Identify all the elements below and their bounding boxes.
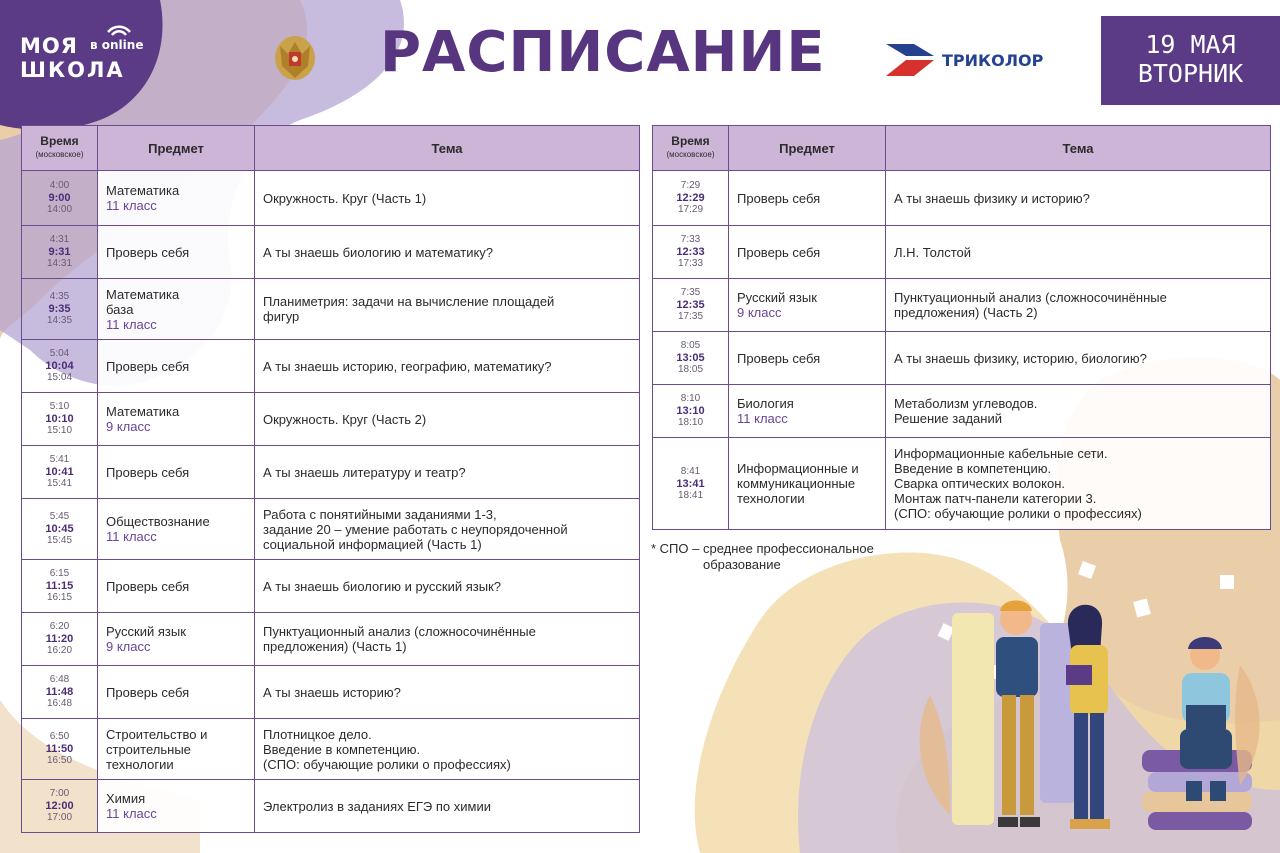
footnote-line2: образование xyxy=(703,557,781,572)
table-row xyxy=(653,171,1271,226)
topic-cell xyxy=(255,446,640,499)
topic-line: задание 20 – умение работать с неупорядоченной xyxy=(263,521,568,537)
time-alt: 6:50 xyxy=(49,731,70,742)
topic-line: фигур xyxy=(263,309,300,324)
footnote xyxy=(651,541,921,573)
header-time xyxy=(653,126,729,171)
grade-label: 11 класс xyxy=(106,529,157,544)
time-moscow: 12:00 xyxy=(45,800,74,812)
topic-line: Электролиз в заданиях ЕГЭ по химии xyxy=(263,798,491,814)
time-alt: 16:15 xyxy=(46,592,73,603)
time-alt: 4:35 xyxy=(49,291,70,302)
time-moscow: 13:41 xyxy=(676,477,705,490)
time-alt: 5:04 xyxy=(49,348,70,359)
date-label: 19 МАЯ xyxy=(1145,30,1236,59)
time-moscow: 13:05 xyxy=(676,352,705,364)
topic-line: (СПО: обучающие ролики о профессиях) xyxy=(263,756,511,772)
subject-cell xyxy=(729,385,886,438)
topic-line: Л.Н. Толстой xyxy=(894,244,972,260)
time-cell xyxy=(653,385,729,438)
time-cell xyxy=(22,613,98,666)
topic-line: Информационные кабельные сети. xyxy=(894,446,1108,461)
topic-cell xyxy=(255,719,640,780)
subject-cell xyxy=(729,438,886,530)
grade-label: 11 класс xyxy=(737,411,788,426)
table-header-row xyxy=(653,126,1271,171)
subject-name: строительные xyxy=(106,741,191,757)
time-cell xyxy=(22,560,98,613)
coat-of-arms-icon xyxy=(270,32,320,89)
header-time-note: (московское) xyxy=(666,150,715,159)
time-alt: 7:33 xyxy=(680,234,701,245)
topic-line: предложения) (Часть 2) xyxy=(894,305,1038,320)
time-alt: 5:41 xyxy=(49,454,70,465)
time-alt: 15:10 xyxy=(46,425,73,436)
tricolor-mark-icon xyxy=(884,42,936,78)
subject-name: Обществознание xyxy=(106,514,210,529)
table-row xyxy=(22,446,640,499)
table-header-row xyxy=(22,126,640,171)
table-row xyxy=(22,560,640,613)
table-row xyxy=(22,780,640,833)
time-moscow: 12:29 xyxy=(676,192,705,204)
subject-name: Проверь себя xyxy=(106,578,190,594)
table-row xyxy=(22,499,640,560)
subject-name: Информационные и xyxy=(737,461,859,476)
topic-cell xyxy=(886,279,1271,332)
grade-label: 11 класс xyxy=(106,316,157,332)
time-alt: 4:00 xyxy=(49,180,70,191)
topic-cell xyxy=(255,499,640,560)
topic-cell xyxy=(255,780,640,833)
topic-line: Введение в компетенцию. xyxy=(894,461,1052,476)
topic-line: Метаболизм углеводов. xyxy=(894,396,1038,411)
grade-label: 9 класс xyxy=(737,305,782,320)
time-moscow: 9:00 xyxy=(48,192,71,204)
time-alt: 4:31 xyxy=(49,234,70,245)
table-row xyxy=(22,279,640,340)
subject-name: Математика xyxy=(106,404,180,419)
topic-cell xyxy=(886,226,1271,279)
subject-name: Русский язык xyxy=(106,624,186,639)
subject-name: Русский язык xyxy=(737,290,817,305)
schedule-table-left xyxy=(21,125,640,833)
subject-cell xyxy=(98,719,255,780)
time-cell xyxy=(22,279,98,340)
logo-line2: ШКОЛА xyxy=(20,58,125,82)
time-cell xyxy=(22,446,98,499)
time-cell xyxy=(22,780,98,833)
time-alt: 15:41 xyxy=(46,478,73,489)
time-alt: 7:00 xyxy=(49,788,70,799)
time-alt: 17:33 xyxy=(677,258,704,269)
time-alt: 17:35 xyxy=(677,311,704,322)
time-alt: 8:05 xyxy=(680,340,701,351)
time-cell xyxy=(653,279,729,332)
subject-cell xyxy=(98,446,255,499)
subject-cell xyxy=(729,226,886,279)
schedule-table-right xyxy=(652,125,1271,530)
topic-line: Работа с понятийными заданиями 1-3, xyxy=(263,506,497,522)
subject-name: коммуникационные xyxy=(737,476,856,491)
table-row xyxy=(22,666,640,719)
time-cell xyxy=(22,393,98,446)
subject-name: технологии xyxy=(106,756,174,772)
tricolor-name: ТРИКОЛОР xyxy=(942,50,1044,70)
topic-cell xyxy=(255,666,640,719)
time-alt: 14:00 xyxy=(46,204,73,215)
topic-line: А ты знаешь литературу и театр? xyxy=(263,464,466,480)
grade-label: 11 класс xyxy=(106,806,157,821)
subject-cell xyxy=(98,499,255,560)
footnote-line1: * СПО – среднее профессиональное xyxy=(651,541,874,556)
subject-name: Строительство и xyxy=(106,726,208,742)
time-alt: 18:41 xyxy=(677,489,704,501)
header-subject: Предмет xyxy=(98,126,255,171)
time-alt: 16:20 xyxy=(46,645,73,656)
topic-line: Окружность. Круг (Часть 1) xyxy=(263,190,427,206)
time-cell xyxy=(653,332,729,385)
topic-line: (СПО: обучающие ролики о профессиях) xyxy=(894,506,1142,521)
header-time-note: (московское) xyxy=(35,150,84,159)
time-moscow: 10:41 xyxy=(45,466,74,478)
header-subject: Предмет xyxy=(729,126,886,171)
topic-cell xyxy=(886,438,1271,530)
header-time-label: Время xyxy=(40,134,79,148)
right-table-body xyxy=(653,171,1271,530)
topic-line: Пунктуационный анализ (сложносочинённые xyxy=(263,624,536,639)
topic-line: Плотницкое дело. xyxy=(263,726,372,742)
header-topic: Тема xyxy=(255,126,640,171)
topic-cell xyxy=(255,613,640,666)
time-moscow: 11:15 xyxy=(45,580,74,592)
subject-name: Проверь себя xyxy=(106,464,190,480)
subject-cell xyxy=(729,332,886,385)
time-cell xyxy=(653,171,729,226)
subject-name: Проверь себя xyxy=(737,190,821,206)
subject-cell xyxy=(729,171,886,226)
subject-name: Проверь себя xyxy=(737,350,821,366)
topic-line: А ты знаешь физику, историю, биологию? xyxy=(894,350,1147,366)
time-moscow: 13:10 xyxy=(676,405,705,417)
topic-line: социальной информацией (Часть 1) xyxy=(263,536,482,552)
table-row xyxy=(653,332,1271,385)
time-alt: 6:20 xyxy=(49,621,70,632)
subject-name: технологии xyxy=(737,491,805,506)
time-moscow: 10:45 xyxy=(45,523,74,535)
time-alt: 6:48 xyxy=(49,674,70,685)
subject-cell xyxy=(98,393,255,446)
topic-line: предложения) (Часть 1) xyxy=(263,639,407,654)
time-alt: 16:50 xyxy=(46,755,73,766)
topic-line: Монтаж патч-панели категории 3. xyxy=(894,491,1097,506)
table-row xyxy=(653,226,1271,279)
time-alt: 8:10 xyxy=(680,393,701,404)
time-cell xyxy=(653,226,729,279)
topic-line: Планиметрия: задачи на вычисление площадей xyxy=(263,294,555,309)
subject-name: Проверь себя xyxy=(106,684,190,700)
time-cell xyxy=(653,438,729,530)
time-moscow: 11:48 xyxy=(45,686,74,698)
subject-cell xyxy=(98,666,255,719)
subject-cell xyxy=(98,226,255,279)
table-row xyxy=(653,385,1271,438)
time-cell xyxy=(22,719,98,780)
table-row xyxy=(22,340,640,393)
topic-cell xyxy=(255,171,640,226)
topic-line: Введение в компетенцию. xyxy=(263,741,421,757)
time-alt: 7:35 xyxy=(680,287,701,298)
subject-name: база xyxy=(106,301,134,317)
grade-label: 9 класс xyxy=(106,419,151,434)
topic-line: Сварка оптических волокон. xyxy=(894,476,1065,491)
time-alt: 15:04 xyxy=(46,372,73,383)
header-topic: Тема xyxy=(886,126,1271,171)
topic-line: А ты знаешь историю? xyxy=(263,684,401,700)
time-alt: 16:48 xyxy=(46,698,73,709)
subject-cell xyxy=(98,560,255,613)
time-moscow: 12:33 xyxy=(676,246,705,258)
time-moscow: 10:10 xyxy=(45,413,74,425)
subject-name: Биология xyxy=(737,396,794,411)
time-alt: 5:10 xyxy=(49,401,70,412)
time-alt: 8:41 xyxy=(680,465,701,477)
subject-cell xyxy=(98,340,255,393)
time-cell xyxy=(22,226,98,279)
topic-line: А ты знаешь физику и историю? xyxy=(894,190,1090,206)
subject-cell xyxy=(98,171,255,226)
page-title: РАСПИСАНИЕ xyxy=(380,20,826,85)
table-row xyxy=(22,613,640,666)
time-moscow: 11:20 xyxy=(45,633,74,645)
weekday-label: ВТОРНИК xyxy=(1137,59,1244,88)
grade-label: 11 класс xyxy=(106,198,157,213)
time-cell xyxy=(22,171,98,226)
grade-label: 9 класс xyxy=(106,639,151,654)
topic-cell xyxy=(255,393,640,446)
time-moscow: 11:50 xyxy=(45,743,74,755)
time-cell xyxy=(22,666,98,719)
topic-line: А ты знаешь биологию и математику? xyxy=(263,244,494,260)
table-row xyxy=(22,171,640,226)
topic-cell xyxy=(255,340,640,393)
topic-cell xyxy=(886,385,1271,438)
tricolor-logo xyxy=(884,42,1043,78)
time-alt: 18:05 xyxy=(677,364,704,375)
subject-name: Математика xyxy=(106,286,180,302)
table-row xyxy=(22,226,640,279)
time-moscow: 9:31 xyxy=(48,246,71,258)
table-row xyxy=(653,279,1271,332)
topic-line: Окружность. Круг (Часть 2) xyxy=(263,411,427,427)
time-alt: 17:00 xyxy=(46,812,73,823)
topic-line: А ты знаешь историю, географию, математику? xyxy=(263,358,552,374)
topic-cell xyxy=(255,560,640,613)
wifi-icon xyxy=(106,24,132,38)
time-cell xyxy=(22,499,98,560)
subject-name: Проверь себя xyxy=(106,244,190,260)
subject-name: Проверь себя xyxy=(106,358,190,374)
time-alt: 14:35 xyxy=(46,315,73,326)
topic-line: Решение заданий xyxy=(894,411,1002,426)
topic-cell xyxy=(255,279,640,340)
subject-cell xyxy=(729,279,886,332)
date-box xyxy=(1101,16,1280,105)
time-moscow: 10:04 xyxy=(45,360,74,372)
subject-cell xyxy=(98,279,255,340)
time-moscow: 9:35 xyxy=(48,303,71,315)
topic-line: А ты знаешь биологию и русский язык? xyxy=(263,578,501,594)
subject-name: Математика xyxy=(106,183,180,198)
header-time-label: Время xyxy=(671,134,710,148)
subject-cell xyxy=(98,780,255,833)
header-time xyxy=(22,126,98,171)
time-moscow: 12:35 xyxy=(676,299,705,311)
topic-cell xyxy=(886,332,1271,385)
time-alt: 17:29 xyxy=(677,204,704,215)
time-cell xyxy=(22,340,98,393)
topic-cell xyxy=(886,171,1271,226)
table-row xyxy=(653,438,1271,530)
left-table-body xyxy=(22,171,640,833)
table-row xyxy=(22,719,640,780)
time-alt: 5:45 xyxy=(49,511,70,522)
topic-line: Пунктуационный анализ (сложносочинённые xyxy=(894,290,1167,305)
time-alt: 14:31 xyxy=(46,258,73,269)
logo-line1: МОЯ xyxy=(20,34,78,58)
logo-online: в online xyxy=(90,38,144,52)
time-alt: 6:15 xyxy=(49,568,70,579)
subject-name: Проверь себя xyxy=(737,244,821,260)
students-illustration xyxy=(890,545,1270,850)
table-row xyxy=(22,393,640,446)
subject-cell xyxy=(98,613,255,666)
subject-name: Химия xyxy=(106,791,146,806)
topic-cell xyxy=(255,226,640,279)
time-alt: 18:10 xyxy=(677,417,704,428)
time-alt: 7:29 xyxy=(680,180,701,191)
time-alt: 15:45 xyxy=(46,535,73,546)
